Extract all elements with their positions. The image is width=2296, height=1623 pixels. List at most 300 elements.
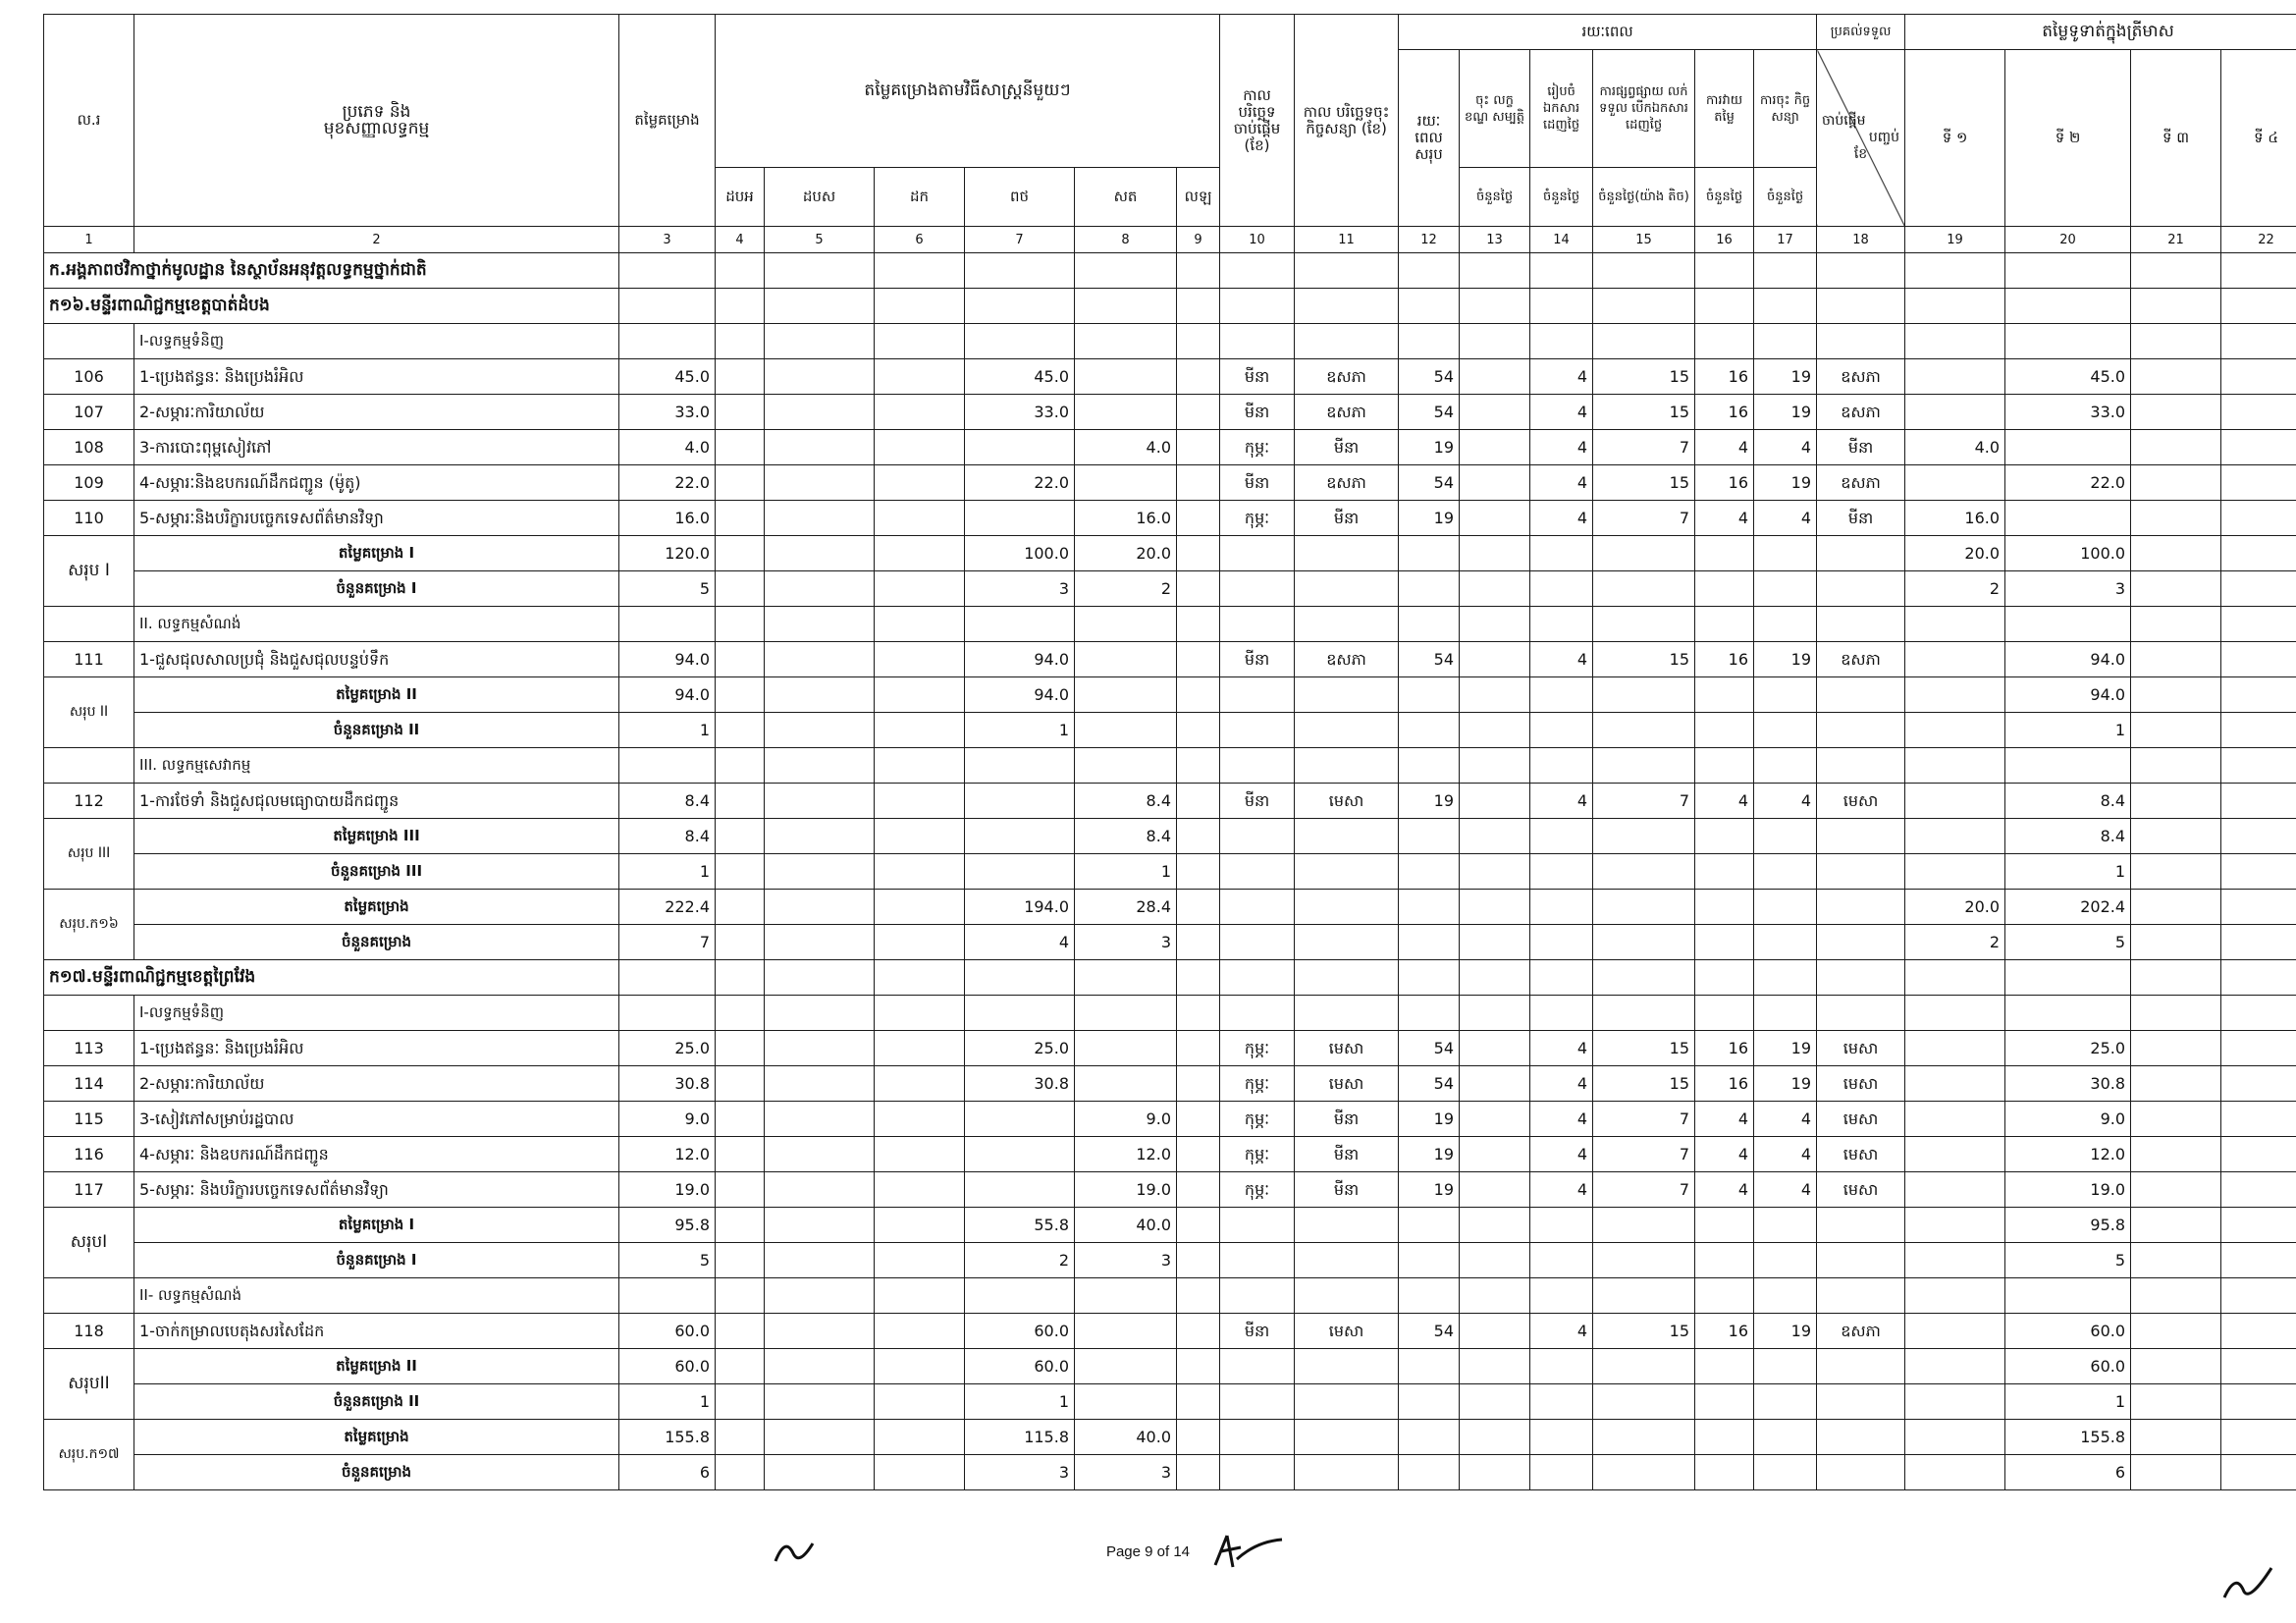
cell-col-8: 3 xyxy=(1075,1455,1177,1490)
empty-cell xyxy=(1177,1314,1220,1349)
subsection-heading: I-លទ្ធកម្មទំនិញ xyxy=(134,324,619,359)
subtotal-name: ចំនួនគម្រោង xyxy=(134,925,619,960)
table-row-item xyxy=(44,784,2296,819)
cell-col-3: 16.0 xyxy=(619,501,716,536)
empty-cell xyxy=(2131,465,2221,501)
empty-cell xyxy=(1460,501,1530,536)
empty-cell xyxy=(1530,1243,1593,1278)
cell-col-17: 19 xyxy=(1754,1066,1817,1102)
empty-cell xyxy=(1530,253,1593,289)
cell-col-11: ឧសភា xyxy=(1295,395,1399,430)
empty-cell xyxy=(1754,1278,1817,1314)
row-number: 114 xyxy=(44,1066,134,1102)
empty-cell xyxy=(1593,1208,1695,1243)
cell-col-11: មេសា xyxy=(1295,784,1399,819)
cell-col-8 xyxy=(1075,359,1177,395)
cell-col-11: មេសា xyxy=(1295,1031,1399,1066)
empty-cell xyxy=(1817,289,1905,324)
empty-cell xyxy=(1817,677,1905,713)
cell-col-19: 16.0 xyxy=(1905,501,2005,536)
row-number: 118 xyxy=(44,1314,134,1349)
subtotal-label: សរុប II xyxy=(44,677,134,748)
subtotal-label: សរុបII xyxy=(44,1349,134,1420)
empty-cell xyxy=(2131,1066,2221,1102)
empty-cell xyxy=(2131,359,2221,395)
cell-col-19 xyxy=(1905,784,2005,819)
cell-col-12: 54 xyxy=(1399,465,1460,501)
cell-col-7 xyxy=(965,501,1075,536)
empty-cell xyxy=(875,289,965,324)
empty-cell xyxy=(1295,607,1399,642)
empty-cell xyxy=(1530,854,1593,890)
cell-col-11: មីនា xyxy=(1295,1102,1399,1137)
empty-cell xyxy=(1220,960,1295,996)
column-number: 10 xyxy=(1220,227,1295,253)
row-no-cell xyxy=(44,607,134,642)
empty-cell xyxy=(875,1172,965,1208)
empty-cell xyxy=(875,253,965,289)
cell-col-10: មីនា xyxy=(1220,1314,1295,1349)
empty-cell xyxy=(1460,1066,1530,1102)
empty-cell xyxy=(2221,854,2296,890)
header-start-end xyxy=(1817,50,1905,227)
cell-col-3: 8.4 xyxy=(619,784,716,819)
empty-cell xyxy=(1695,854,1754,890)
empty-cell xyxy=(965,253,1075,289)
empty-cell xyxy=(2221,607,2296,642)
empty-cell xyxy=(2131,395,2221,430)
empty-cell xyxy=(1220,1420,1295,1455)
subtotal-name: តម្លៃគម្រោង I xyxy=(134,536,619,571)
table-row-item xyxy=(44,430,2296,465)
empty-cell xyxy=(2221,784,2296,819)
cell-col-8: 19.0 xyxy=(1075,1172,1177,1208)
column-number: 2 xyxy=(134,227,619,253)
empty-cell xyxy=(1905,253,2005,289)
subsection-heading: I-លទ្ធកម្មទំនិញ xyxy=(134,996,619,1031)
empty-cell xyxy=(716,1243,765,1278)
empty-cell xyxy=(1177,1384,1220,1420)
empty-cell xyxy=(1695,571,1754,607)
cell-col-7: 55.8 xyxy=(965,1208,1075,1243)
empty-cell xyxy=(1530,607,1593,642)
cell-col-3: 5 xyxy=(619,571,716,607)
cell-col-11: ឧសភា xyxy=(1295,465,1399,501)
cell-col-3: 1 xyxy=(619,1384,716,1420)
cell-col-12: 19 xyxy=(1399,1137,1460,1172)
cell-col-14: 4 xyxy=(1530,1172,1593,1208)
cell-col-19 xyxy=(1905,819,2005,854)
empty-cell xyxy=(1220,607,1295,642)
cell-col-12: 19 xyxy=(1399,784,1460,819)
subtotal-label: សរុប I xyxy=(44,536,134,607)
empty-cell xyxy=(2131,748,2221,784)
subsection-heading: II- លទ្ធកម្មសំណង់ xyxy=(134,1278,619,1314)
table-row-section xyxy=(44,960,2296,996)
cell-col-19 xyxy=(1905,359,2005,395)
subtotal-name: ចំនួនគម្រោង II xyxy=(134,1384,619,1420)
empty-cell xyxy=(1460,1208,1530,1243)
empty-cell xyxy=(2131,1137,2221,1172)
empty-cell xyxy=(765,430,875,465)
empty-cell xyxy=(1695,1278,1754,1314)
cell-col-3: 4.0 xyxy=(619,430,716,465)
empty-cell xyxy=(1530,890,1593,925)
table-row-item xyxy=(44,1137,2296,1172)
empty-cell xyxy=(716,748,765,784)
column-number: 16 xyxy=(1695,227,1754,253)
cell-col-8: 16.0 xyxy=(1075,501,1177,536)
cell-col-19 xyxy=(1905,1137,2005,1172)
empty-cell xyxy=(1399,1278,1460,1314)
empty-cell xyxy=(619,1278,716,1314)
empty-cell xyxy=(1295,748,1399,784)
cell-col-20 xyxy=(2005,501,2131,536)
empty-cell xyxy=(1460,465,1530,501)
header-method-3: ដក xyxy=(875,168,965,227)
empty-cell xyxy=(1593,1420,1695,1455)
cell-col-20: 30.8 xyxy=(2005,1066,2131,1102)
empty-cell xyxy=(1695,607,1754,642)
cell-col-3: 12.0 xyxy=(619,1137,716,1172)
table-row-total xyxy=(44,1208,2296,1243)
header-delivery: ប្រគល់ទទួល xyxy=(1817,15,1905,50)
empty-cell xyxy=(1220,1349,1295,1384)
cell-col-3: 19.0 xyxy=(619,1172,716,1208)
empty-cell xyxy=(1399,1208,1460,1243)
empty-cell xyxy=(875,890,965,925)
empty-cell xyxy=(2221,677,2296,713)
empty-cell xyxy=(1460,430,1530,465)
empty-cell xyxy=(765,1172,875,1208)
empty-cell xyxy=(2131,1314,2221,1349)
cell-col-19: 2 xyxy=(1905,571,2005,607)
empty-cell xyxy=(1177,925,1220,960)
empty-cell xyxy=(716,1455,765,1490)
empty-cell xyxy=(765,359,875,395)
handwritten-initial-mark-3 xyxy=(2220,1561,2279,1614)
cell-col-20: 22.0 xyxy=(2005,465,2131,501)
row-no-cell xyxy=(44,1278,134,1314)
cell-col-7: 194.0 xyxy=(965,890,1075,925)
empty-cell xyxy=(2131,925,2221,960)
empty-cell xyxy=(1460,890,1530,925)
cell-col-15: 7 xyxy=(1593,1172,1695,1208)
cell-col-3: 1 xyxy=(619,713,716,748)
empty-cell xyxy=(1817,536,1905,571)
cell-col-15: 7 xyxy=(1593,430,1695,465)
empty-cell xyxy=(1817,1349,1905,1384)
empty-cell xyxy=(765,1031,875,1066)
empty-cell xyxy=(2131,1278,2221,1314)
cell-col-8: 28.4 xyxy=(1075,890,1177,925)
header-type xyxy=(134,15,619,227)
empty-cell xyxy=(1220,748,1295,784)
empty-cell xyxy=(1460,642,1530,677)
cell-col-12: 54 xyxy=(1399,1314,1460,1349)
cell-col-19 xyxy=(1905,642,2005,677)
empty-cell xyxy=(2221,1420,2296,1455)
row-number: 111 xyxy=(44,642,134,677)
empty-cell xyxy=(2221,571,2296,607)
empty-cell xyxy=(716,501,765,536)
empty-cell xyxy=(716,571,765,607)
cell-col-18: ឧសភា xyxy=(1817,642,1905,677)
empty-cell xyxy=(1220,253,1295,289)
row-number: 107 xyxy=(44,395,134,430)
cell-col-8: 1 xyxy=(1075,854,1177,890)
table-row-item xyxy=(44,642,2296,677)
item-name: 1-ប្រេងឥន្ធនៈ និងប្រេងរំអិល xyxy=(134,1031,619,1066)
cell-col-15: 15 xyxy=(1593,465,1695,501)
empty-cell xyxy=(1695,289,1754,324)
empty-cell xyxy=(875,607,965,642)
empty-cell xyxy=(716,253,765,289)
empty-cell xyxy=(1399,1455,1460,1490)
table-row-sub xyxy=(44,996,2296,1031)
empty-cell xyxy=(1177,465,1220,501)
empty-cell xyxy=(716,1066,765,1102)
empty-cell xyxy=(1177,748,1220,784)
empty-cell xyxy=(2221,1243,2296,1278)
empty-cell xyxy=(716,1137,765,1172)
cell-col-7: 60.0 xyxy=(965,1349,1075,1384)
empty-cell xyxy=(1817,1243,1905,1278)
item-name: 1-ការថែទាំ និងជួសជុលមធ្យោបាយដឹកជញ្ជូន xyxy=(134,784,619,819)
empty-cell xyxy=(1220,1208,1295,1243)
empty-cell xyxy=(765,607,875,642)
table-row-item xyxy=(44,1031,2296,1066)
empty-cell xyxy=(716,1420,765,1455)
empty-cell xyxy=(1220,324,1295,359)
empty-cell xyxy=(2131,642,2221,677)
empty-cell xyxy=(1177,784,1220,819)
table-row-total xyxy=(44,536,2296,571)
empty-cell xyxy=(1754,1208,1817,1243)
empty-cell xyxy=(1177,289,1220,324)
empty-cell xyxy=(965,996,1075,1031)
header-type-line1: ប្រភេទ និង xyxy=(342,101,411,122)
empty-cell xyxy=(716,996,765,1031)
empty-cell xyxy=(1695,1349,1754,1384)
empty-cell xyxy=(1460,1278,1530,1314)
cell-col-17: 19 xyxy=(1754,1314,1817,1349)
empty-cell xyxy=(716,925,765,960)
column-number: 19 xyxy=(1905,227,2005,253)
cell-col-19 xyxy=(1905,1031,2005,1066)
cell-col-14: 4 xyxy=(1530,359,1593,395)
empty-cell xyxy=(1177,1102,1220,1137)
cell-col-20: 60.0 xyxy=(2005,1314,2131,1349)
empty-cell xyxy=(1220,536,1295,571)
cell-col-8: 3 xyxy=(1075,925,1177,960)
cell-col-20: 155.8 xyxy=(2005,1420,2131,1455)
empty-cell xyxy=(1530,1278,1593,1314)
column-number: 3 xyxy=(619,227,716,253)
empty-cell xyxy=(1399,996,1460,1031)
item-name: 3-សៀវភៅសម្រាប់រដ្ឋបាល xyxy=(134,1102,619,1137)
empty-cell xyxy=(965,748,1075,784)
empty-cell xyxy=(1817,1455,1905,1490)
empty-cell xyxy=(2221,642,2296,677)
cell-col-17: 19 xyxy=(1754,395,1817,430)
empty-cell xyxy=(1460,854,1530,890)
column-number: 13 xyxy=(1460,227,1530,253)
cell-col-8 xyxy=(1075,1349,1177,1384)
empty-cell xyxy=(1295,713,1399,748)
empty-cell xyxy=(1295,571,1399,607)
empty-cell xyxy=(1220,854,1295,890)
column-number: 9 xyxy=(1177,227,1220,253)
empty-cell xyxy=(875,430,965,465)
empty-cell xyxy=(875,1314,965,1349)
empty-cell xyxy=(1754,890,1817,925)
empty-cell xyxy=(716,324,765,359)
empty-cell xyxy=(875,854,965,890)
table-row-total2 xyxy=(44,571,2296,607)
cell-col-19 xyxy=(1905,465,2005,501)
empty-cell xyxy=(2221,1137,2296,1172)
cell-col-8 xyxy=(1075,677,1177,713)
empty-cell xyxy=(1593,819,1695,854)
header-start-period: កាល បរិច្ឆេទ ចាប់ផ្ដើម (ខែ) xyxy=(1220,15,1295,227)
empty-cell xyxy=(1460,607,1530,642)
column-number: 4 xyxy=(716,227,765,253)
cell-col-3: 94.0 xyxy=(619,642,716,677)
empty-cell xyxy=(965,289,1075,324)
empty-cell xyxy=(1295,1455,1399,1490)
empty-cell xyxy=(1295,854,1399,890)
cell-col-8 xyxy=(1075,713,1177,748)
cell-col-16: 4 xyxy=(1695,1102,1754,1137)
cell-col-3: 22.0 xyxy=(619,465,716,501)
cell-col-8: 2 xyxy=(1075,571,1177,607)
empty-cell xyxy=(2131,1243,2221,1278)
cell-col-18: មេសា xyxy=(1817,1031,1905,1066)
cell-col-10: កុម្ភៈ xyxy=(1220,430,1295,465)
cell-col-3: 155.8 xyxy=(619,1420,716,1455)
section-heading: ក.អង្គភាពថវិកាថ្នាក់មូលដ្ឋាន នៃស្ថាប័នអនុវត្តលទ្ធកម្មថ្នាក់ជាតិ xyxy=(44,253,619,289)
empty-cell xyxy=(1754,677,1817,713)
empty-cell xyxy=(1817,1384,1905,1420)
table-row-item xyxy=(44,1172,2296,1208)
cell-col-7: 4 xyxy=(965,925,1075,960)
row-no-cell xyxy=(44,324,134,359)
cell-col-3: 95.8 xyxy=(619,1208,716,1243)
cell-col-7: 25.0 xyxy=(965,1031,1075,1066)
empty-cell xyxy=(2221,713,2296,748)
cell-col-16: 16 xyxy=(1695,642,1754,677)
column-number: 1 xyxy=(44,227,134,253)
cell-col-15: 15 xyxy=(1593,395,1695,430)
empty-cell xyxy=(1295,1420,1399,1455)
empty-cell xyxy=(1220,925,1295,960)
empty-cell xyxy=(1220,890,1295,925)
empty-cell xyxy=(716,289,765,324)
cell-col-12: 54 xyxy=(1399,642,1460,677)
empty-cell xyxy=(1817,996,1905,1031)
header-end: បញ្ចប់ xyxy=(1868,130,1900,145)
cell-col-7: 115.8 xyxy=(965,1420,1075,1455)
empty-cell xyxy=(2131,289,2221,324)
column-number: 21 xyxy=(2131,227,2221,253)
empty-cell xyxy=(2131,1208,2221,1243)
empty-cell xyxy=(1177,1243,1220,1278)
initial-mark-2-icon xyxy=(1207,1530,1286,1573)
empty-cell xyxy=(1460,1137,1530,1172)
empty-cell xyxy=(1754,925,1817,960)
cell-col-7: 1 xyxy=(965,713,1075,748)
cell-col-11: មីនា xyxy=(1295,1137,1399,1172)
empty-cell xyxy=(1177,1172,1220,1208)
header-days-15: ចំនួនថ្ងៃ(យ៉ាង តិច) xyxy=(1593,168,1695,227)
cell-col-18: ឧសភា xyxy=(1817,465,1905,501)
column-number: 22 xyxy=(2221,227,2296,253)
empty-cell xyxy=(1399,289,1460,324)
empty-cell xyxy=(2221,748,2296,784)
cell-col-7 xyxy=(965,1102,1075,1137)
cell-col-11: ឧសភា xyxy=(1295,359,1399,395)
empty-cell xyxy=(2221,1102,2296,1137)
cell-col-3: 94.0 xyxy=(619,677,716,713)
empty-cell xyxy=(716,359,765,395)
empty-cell xyxy=(1460,289,1530,324)
empty-cell xyxy=(765,1137,875,1172)
empty-cell xyxy=(1460,253,1530,289)
empty-cell xyxy=(1295,253,1399,289)
empty-cell xyxy=(2221,1031,2296,1066)
empty-cell xyxy=(965,324,1075,359)
empty-cell xyxy=(1460,1172,1530,1208)
empty-cell xyxy=(1295,890,1399,925)
empty-cell xyxy=(1177,1278,1220,1314)
subtotal-name: តម្លៃគម្រោង II xyxy=(134,1349,619,1384)
empty-cell xyxy=(2005,960,2131,996)
cell-col-7: 2 xyxy=(965,1243,1075,1278)
header-days-13: ចំនួនថ្ងៃ xyxy=(1460,168,1530,227)
cell-col-11: ឧសភា xyxy=(1295,642,1399,677)
header-contract-period: កាល បរិច្ឆេទចុះ កិច្ចសន្យា (ខែ) xyxy=(1295,15,1399,227)
header-method-2: ដបស xyxy=(765,168,875,227)
empty-cell xyxy=(1399,1420,1460,1455)
empty-cell xyxy=(1177,1208,1220,1243)
handwritten-initial-mark-1 xyxy=(766,1532,825,1581)
table-row-total2 xyxy=(44,1455,2296,1490)
header-quarter-value: តម្លៃទូទាត់ក្នុងត្រីមាស xyxy=(1905,15,2296,50)
subtotal-name: ចំនួនគម្រោង I xyxy=(134,1243,619,1278)
table-row-total xyxy=(44,677,2296,713)
cell-col-15: 7 xyxy=(1593,501,1695,536)
empty-cell xyxy=(1530,1420,1593,1455)
cell-col-14: 4 xyxy=(1530,501,1593,536)
empty-cell xyxy=(1399,253,1460,289)
empty-cell xyxy=(765,289,875,324)
empty-cell xyxy=(1530,1455,1593,1490)
empty-cell xyxy=(1220,713,1295,748)
cell-col-19 xyxy=(1905,1349,2005,1384)
cell-col-12: 19 xyxy=(1399,430,1460,465)
empty-cell xyxy=(1695,1208,1754,1243)
cell-col-19: 20.0 xyxy=(1905,890,2005,925)
empty-cell xyxy=(2221,1172,2296,1208)
empty-cell xyxy=(1530,1208,1593,1243)
cell-col-3: 222.4 xyxy=(619,890,716,925)
empty-cell xyxy=(2221,819,2296,854)
empty-cell xyxy=(1530,960,1593,996)
empty-cell xyxy=(765,819,875,854)
empty-cell xyxy=(765,854,875,890)
empty-cell xyxy=(1177,1137,1220,1172)
